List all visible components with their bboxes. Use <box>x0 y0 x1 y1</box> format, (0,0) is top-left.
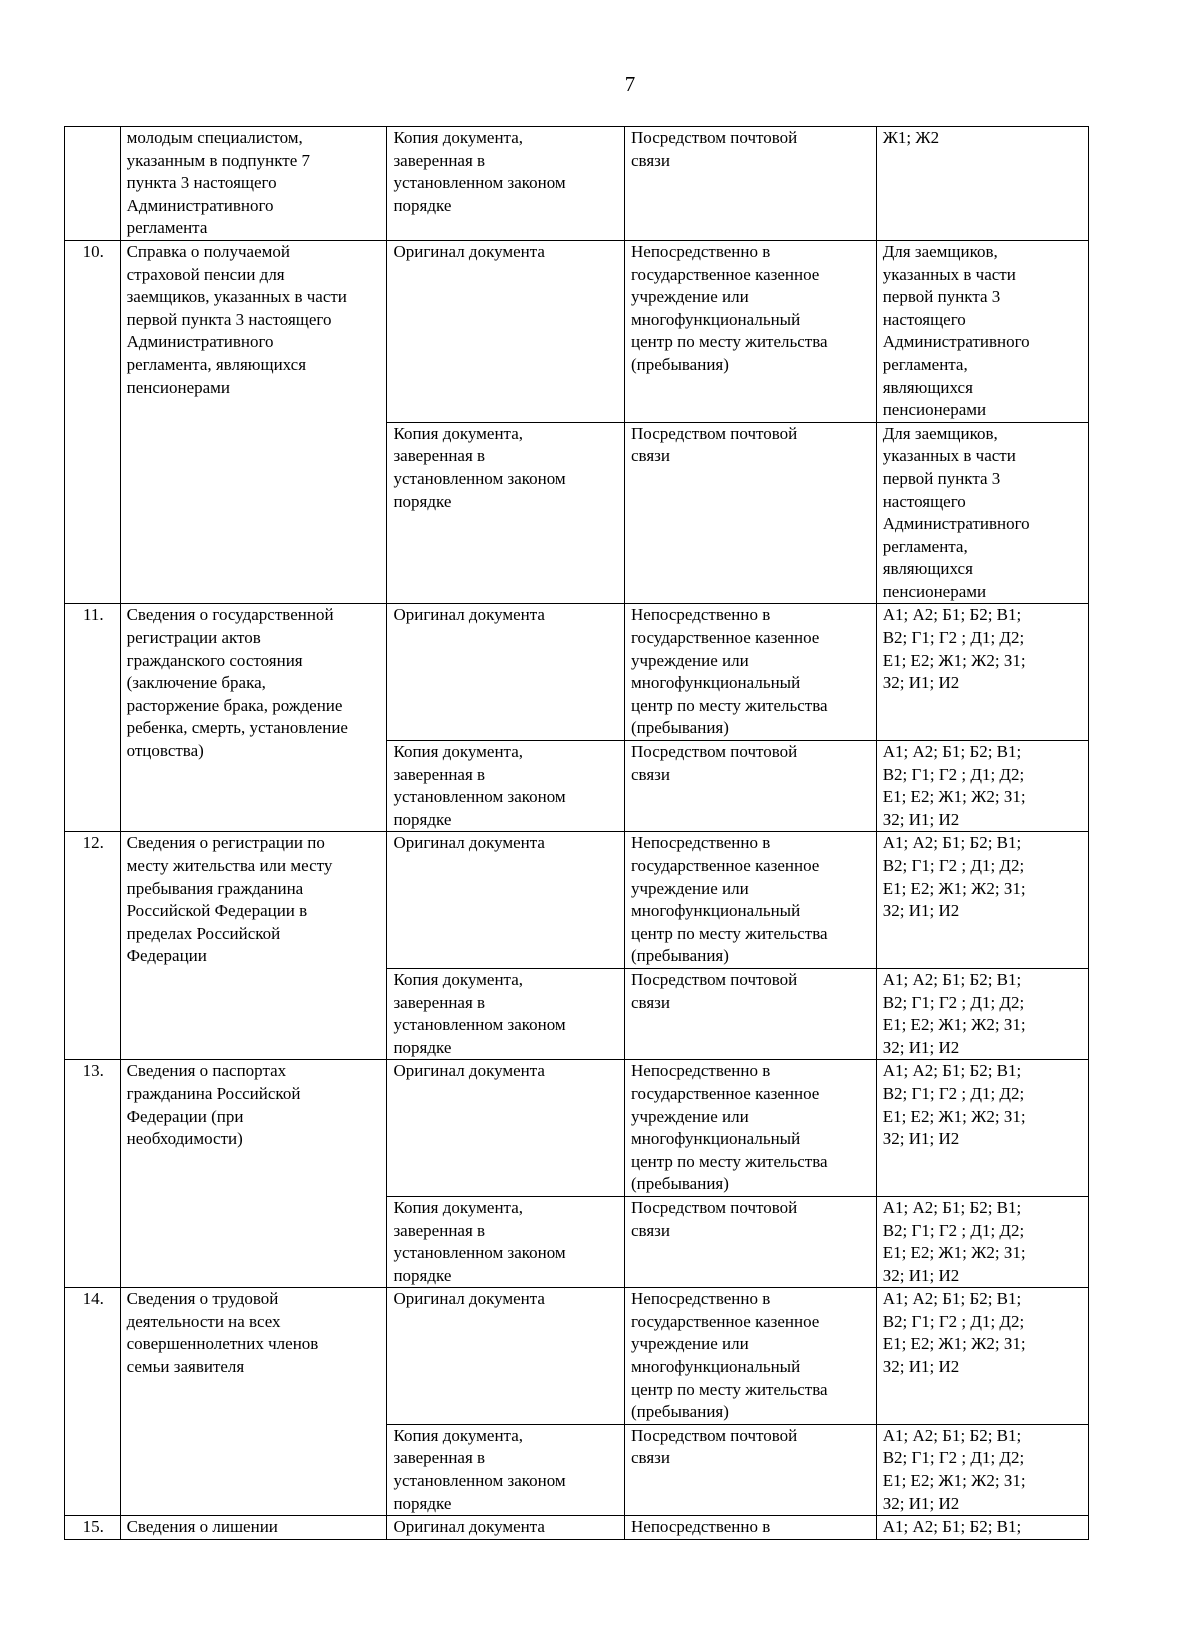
submission-method-cell: Непосредственно в <box>625 1516 877 1540</box>
document-name-cell: Сведения о паспортах гражданина Российской Федерации (при необходимости) <box>120 1060 387 1288</box>
document-form-cell: Оригинал документа <box>387 604 625 741</box>
row-number: 12. <box>65 832 121 1060</box>
applicant-categories-cell: Ж1; Ж2 <box>876 127 1088 241</box>
document-name-cell: Сведения о государственной регистрации актов гражданского состояния (заключение брака, расторжение брака, рождение ребенка, смерть, установление отцовства) <box>120 604 387 832</box>
document-form-cell: Оригинал документа <box>387 1516 625 1540</box>
submission-method-cell: Непосредственно в государственное казенное учреждение или многофункциональный центр по месту жительства (пребывания) <box>625 1060 877 1197</box>
document-form-cell: Оригинал документа <box>387 832 625 969</box>
document-name-cell: Сведения о регистрации по месту жительства или месту пребывания гражданина Российской Федерации в пределах Российской Федерации <box>120 832 387 1060</box>
submission-method-cell: Посредством почтовой связи <box>625 127 877 241</box>
applicant-categories-cell: А1; А2; Б1; Б2; В1; В2; Г1; Г2 ; Д1; Д2; Е1; Е2; Ж1; Ж2; З1; З2; И1; И2 <box>876 968 1088 1059</box>
table-row <box>65 832 1089 969</box>
row-number: 13. <box>65 1060 121 1288</box>
applicant-categories-cell: А1; А2; Б1; Б2; В1; В2; Г1; Г2 ; Д1; Д2; Е1; Е2; Ж1; Ж2; З1; З2; И1; И2 <box>876 604 1088 741</box>
submission-method-cell: Непосредственно в государственное казенное учреждение или многофункциональный центр по месту жительства (пребывания) <box>625 604 877 741</box>
document-name-cell: Справка о получаемой страховой пенсии для заемщиков, указанных в части первой пункта 3 настоящего Административного регламента, являющихся пенсионерами <box>120 240 387 604</box>
applicant-categories-cell: Для заемщиков, указанных в части первой пункта 3 настоящего Административного регламента, являющихся пенсионерами <box>876 240 1088 422</box>
applicant-categories-cell: А1; А2; Б1; Б2; В1; <box>876 1516 1088 1540</box>
table-row <box>65 1060 1089 1197</box>
document-form-cell: Оригинал документа <box>387 1060 625 1197</box>
document-name-cell: Сведения о трудовой деятельности на всех совершеннолетних членов семьи заявителя <box>120 1288 387 1516</box>
row-number: 11. <box>65 604 121 832</box>
applicant-categories-cell: А1; А2; Б1; Б2; В1; В2; Г1; Г2 ; Д1; Д2; Е1; Е2; Ж1; Ж2; З1; З2; И1; И2 <box>876 1060 1088 1197</box>
document-name-cell: Сведения о лишении <box>120 1516 387 1540</box>
document-name-cell: молодым специалистом, указанным в подпункте 7 пункта 3 настоящего Административного регламента <box>120 127 387 241</box>
documents-table <box>64 126 1089 1540</box>
table-body <box>65 127 1089 1540</box>
applicant-categories-cell: А1; А2; Б1; Б2; В1; В2; Г1; Г2 ; Д1; Д2; Е1; Е2; Ж1; Ж2; З1; З2; И1; И2 <box>876 832 1088 969</box>
document-form-cell: Оригинал документа <box>387 240 625 422</box>
row-number: 10. <box>65 240 121 604</box>
applicant-categories-cell: А1; А2; Б1; Б2; В1; В2; Г1; Г2 ; Д1; Д2; Е1; Е2; Ж1; Ж2; З1; З2; И1; И2 <box>876 1288 1088 1425</box>
submission-method-cell: Посредством почтовой связи <box>625 968 877 1059</box>
submission-method-cell: Непосредственно в государственное казенное учреждение или многофункциональный центр по месту жительства (пребывания) <box>625 240 877 422</box>
applicant-categories-cell: Для заемщиков, указанных в части первой пункта 3 настоящего Административного регламента, являющихся пенсионерами <box>876 422 1088 604</box>
row-number: 15. <box>65 1516 121 1540</box>
table-row <box>65 1288 1089 1425</box>
table-row <box>65 604 1089 741</box>
table-row <box>65 240 1089 422</box>
submission-method-cell: Посредством почтовой связи <box>625 422 877 604</box>
document-form-cell: Копия документа, заверенная в установленном законом порядке <box>387 1424 625 1515</box>
table-row <box>65 127 1089 241</box>
submission-method-cell: Непосредственно в государственное казенное учреждение или многофункциональный центр по месту жительства (пребывания) <box>625 1288 877 1425</box>
document-form-cell: Копия документа, заверенная в установленном законом порядке <box>387 1196 625 1287</box>
row-number <box>65 127 121 241</box>
document-form-cell: Копия документа, заверенная в установленном законом порядке <box>387 422 625 604</box>
row-number: 14. <box>65 1288 121 1516</box>
page-number: 7 <box>624 72 636 96</box>
document-form-cell: Копия документа, заверенная в установленном законом порядке <box>387 741 625 832</box>
submission-method-cell: Посредством почтовой связи <box>625 1424 877 1515</box>
applicant-categories-cell: А1; А2; Б1; Б2; В1; В2; Г1; Г2 ; Д1; Д2; Е1; Е2; Ж1; Ж2; З1; З2; И1; И2 <box>876 1424 1088 1515</box>
applicant-categories-cell: А1; А2; Б1; Б2; В1; В2; Г1; Г2 ; Д1; Д2; Е1; Е2; Ж1; Ж2; З1; З2; И1; И2 <box>876 741 1088 832</box>
document-form-cell: Копия документа, заверенная в установленном законом порядке <box>387 127 625 241</box>
applicant-categories-cell: А1; А2; Б1; Б2; В1; В2; Г1; Г2 ; Д1; Д2; Е1; Е2; Ж1; Ж2; З1; З2; И1; И2 <box>876 1196 1088 1287</box>
submission-method-cell: Посредством почтовой связи <box>625 1196 877 1287</box>
document-form-cell: Оригинал документа <box>387 1288 625 1425</box>
table-row <box>65 1516 1089 1540</box>
document-form-cell: Копия документа, заверенная в установленном законом порядке <box>387 968 625 1059</box>
submission-method-cell: Посредством почтовой связи <box>625 741 877 832</box>
submission-method-cell: Непосредственно в государственное казенное учреждение или многофункциональный центр по месту жительства (пребывания) <box>625 832 877 969</box>
